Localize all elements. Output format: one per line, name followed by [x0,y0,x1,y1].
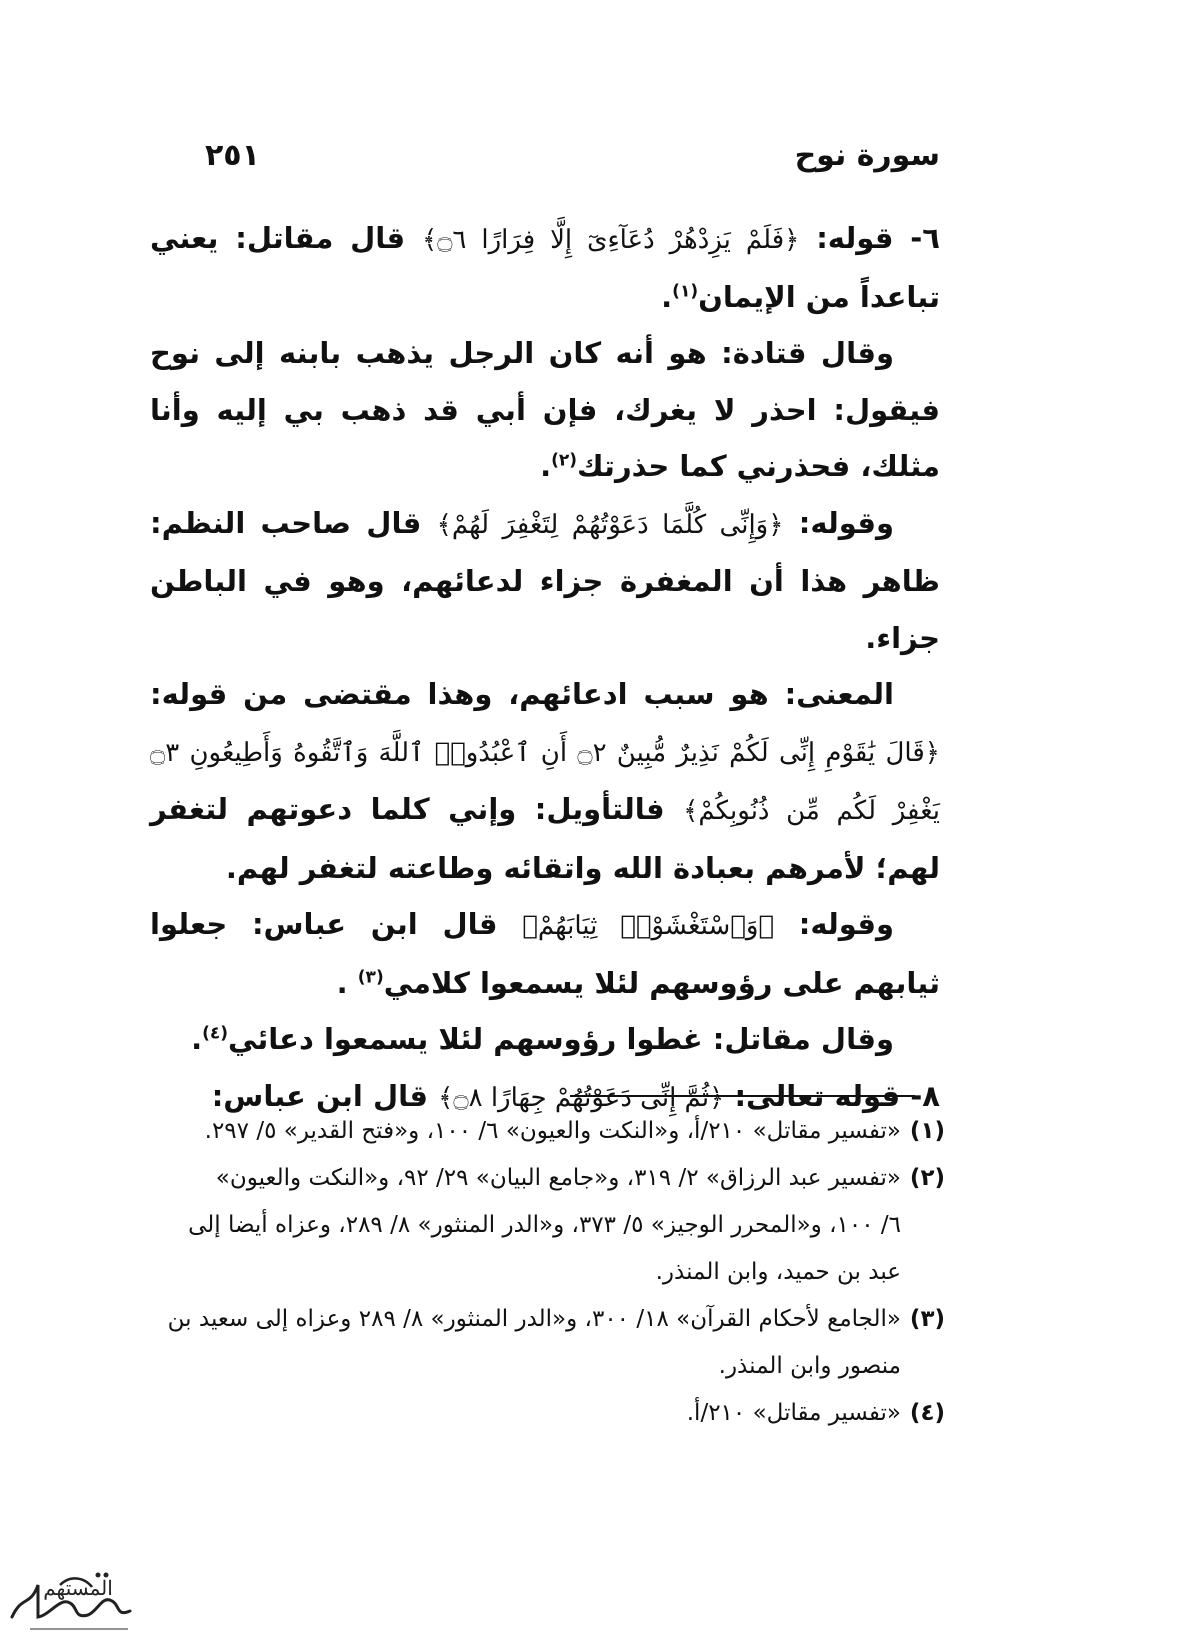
footnote-number: (٤) [909,1400,945,1426]
surah-title: سورة نوح [794,137,940,173]
footnote-line: «تفسير مقاتل» ٢١٠/أ. [686,1400,901,1426]
page-number: ٢٥١ [205,137,260,173]
footnote-2 [150,1155,945,1296]
paragraph-muqatil: وقال مقاتل: غطوا رؤوسهم لئلا يسمعوا دعائي$^{(٤)}$. [191,1022,894,1056]
footnote-separator [570,1095,915,1097]
footnote-ref-4[interactable]: (٤) [202,1023,229,1044]
watermark-text: المستهم [43,1576,113,1600]
quran-quote: ﴿وَإِنِّى كُلَّمَا دَعَوْتُهُمْ لِتَغْفِرَ لَهُمْ﴾ [436,509,784,540]
footnote-4 [150,1390,945,1437]
paragraph-meaning: المعنى: هو سبب ادعائهم، وهذا مقتضى من قوله: ﴿قَالَ يَٰقَوْمِ إِنِّى لَكُمْ نَذِيرٌ مُّبِينٌ ۝٢ أَنِ ٱعْبُدُوا۟ ٱللَّهَ وَٱتَّقُوهُ وَأَطِيعُونِ ۝٣ يَغْفِرْ لَكُم مِّن ذُنُوبِكُمْ﴾ فالتأويل: وإني كلما دعوتهم لتغفر لهم؛ لأمرهم بعبادة الله واتقائه وطاعته لتغفر لهم. [150,677,940,885]
paragraph-verse-6: ٦- قوله: ﴿فَلَمْ يَزِدْهُرْ دُعَآءِىٓ إِلَّا فِرَارًا ۝٦﴾ قال مقاتل: يعني تباعداً من الإيمان$^{(١)}$. [150,221,940,314]
footnote-line: «تفسير مقاتل» ٢١٠/أ، و«النكت والعيون» ٦/ ١٠٠، و«فتح القدير» ٥/ ٢٩٧. [204,1118,901,1144]
footnote-ref-3[interactable]: (٣) [357,966,384,987]
footnote-line: «الجامع لأحكام القرآن» ١٨/ ٣٠٠، و«الدر المنثور» ٨/ ٢٨٩ وعزاه إلى سعيد بن [167,1306,901,1332]
paragraph-qatada: وقال قتادة: هو أنه كان الرجل يذهب بابنه إلى نوح فيقول: احذر لا يغرك، فإن أبي قد ذهب بي إليه وأنا مثلك، فحذرني كما حذرتك$^{(٢)}$. [150,336,940,483]
footnote-line: ٦/ ١٠٠، و«المحرر الوجيز» ٥/ ٣٧٣، و«الدر المنثور» ٨/ ٢٨٩، وعزاه أيضا إلى [188,1212,901,1238]
footnote-line: عبد بن حميد، وابن المنذر. [655,1259,901,1285]
footnote-3 [150,1296,945,1390]
watermark-logo [0,1545,150,1645]
footnote-line: منصور وابن المنذر. [718,1353,901,1379]
quran-quote: ﴿وَٱسْتَغْشَوْا۟ ثِيَابَهُمْ﴾ [522,911,774,941]
footnotes [150,1108,945,1437]
paragraph-verse-8: ٨- قوله تعالى: ﴿ثُمَّ إِنِّى دَعَوْتُهُمْ جِهَارًا ۝٨﴾ قال ابن عباس: [211,1078,940,1113]
footnote-number: (٣) [909,1306,945,1332]
paragraph-garments: وقوله: ﴿وَٱسْتَغْشَوْا۟ ثِيَابَهُمْ﴾ قال ابن عباس: جعلوا ثيابهم على رؤوسهم لئلا يسمعوا كلامي$^{(٣)}$ . [150,907,940,1000]
paragraph-verse-7: وقوله: ﴿وَإِنِّى كُلَّمَا دَعَوْتُهُمْ لِتَغْفِرَ لَهُمْ﴾ قال صاحب النظم: ظاهر هذا أن المغفرة جزاء لدعائهم، وهو في الباطن جزاء. [150,505,940,655]
footnote-ref-1[interactable]: (١) [672,280,699,301]
quran-quote: ﴿قَالَ يَٰقَوْمِ إِنِّى لَكُمْ نَذِيرٌ مُّبِينٌ ۝٢ أَنِ ٱعْبُدُوا۟ ٱللَّهَ وَٱتَّقُوهُ وَأَطِيعُونِ ۝٣ يَغْفِرْ لَكُم مِّن ذُنُوبِكُمْ﴾ [150,737,940,826]
footnote-line: «تفسير عبد الرزاق» ٢/ ٣١٩، و«جامع البيان» ٢٩/ ٩٢، و«النكت والعيون» [215,1165,901,1191]
quran-quote: ﴿ثُمَّ إِنِّى دَعَوْتُهُمْ جِهَارًا ۝٨﴾ [438,1082,725,1113]
footnote-1 [150,1108,945,1155]
footnote-number: (٢) [909,1165,945,1191]
footnote-ref-2[interactable]: (٢) [551,450,578,471]
main-text [150,210,940,1126]
footnote-number: (١) [909,1118,945,1144]
page-header [205,130,940,180]
quran-quote: ﴿فَلَمْ يَزِدْهُرْ دُعَآءِىٓ إِلَّا فِرَارًا ۝٦﴾ [421,225,800,255]
